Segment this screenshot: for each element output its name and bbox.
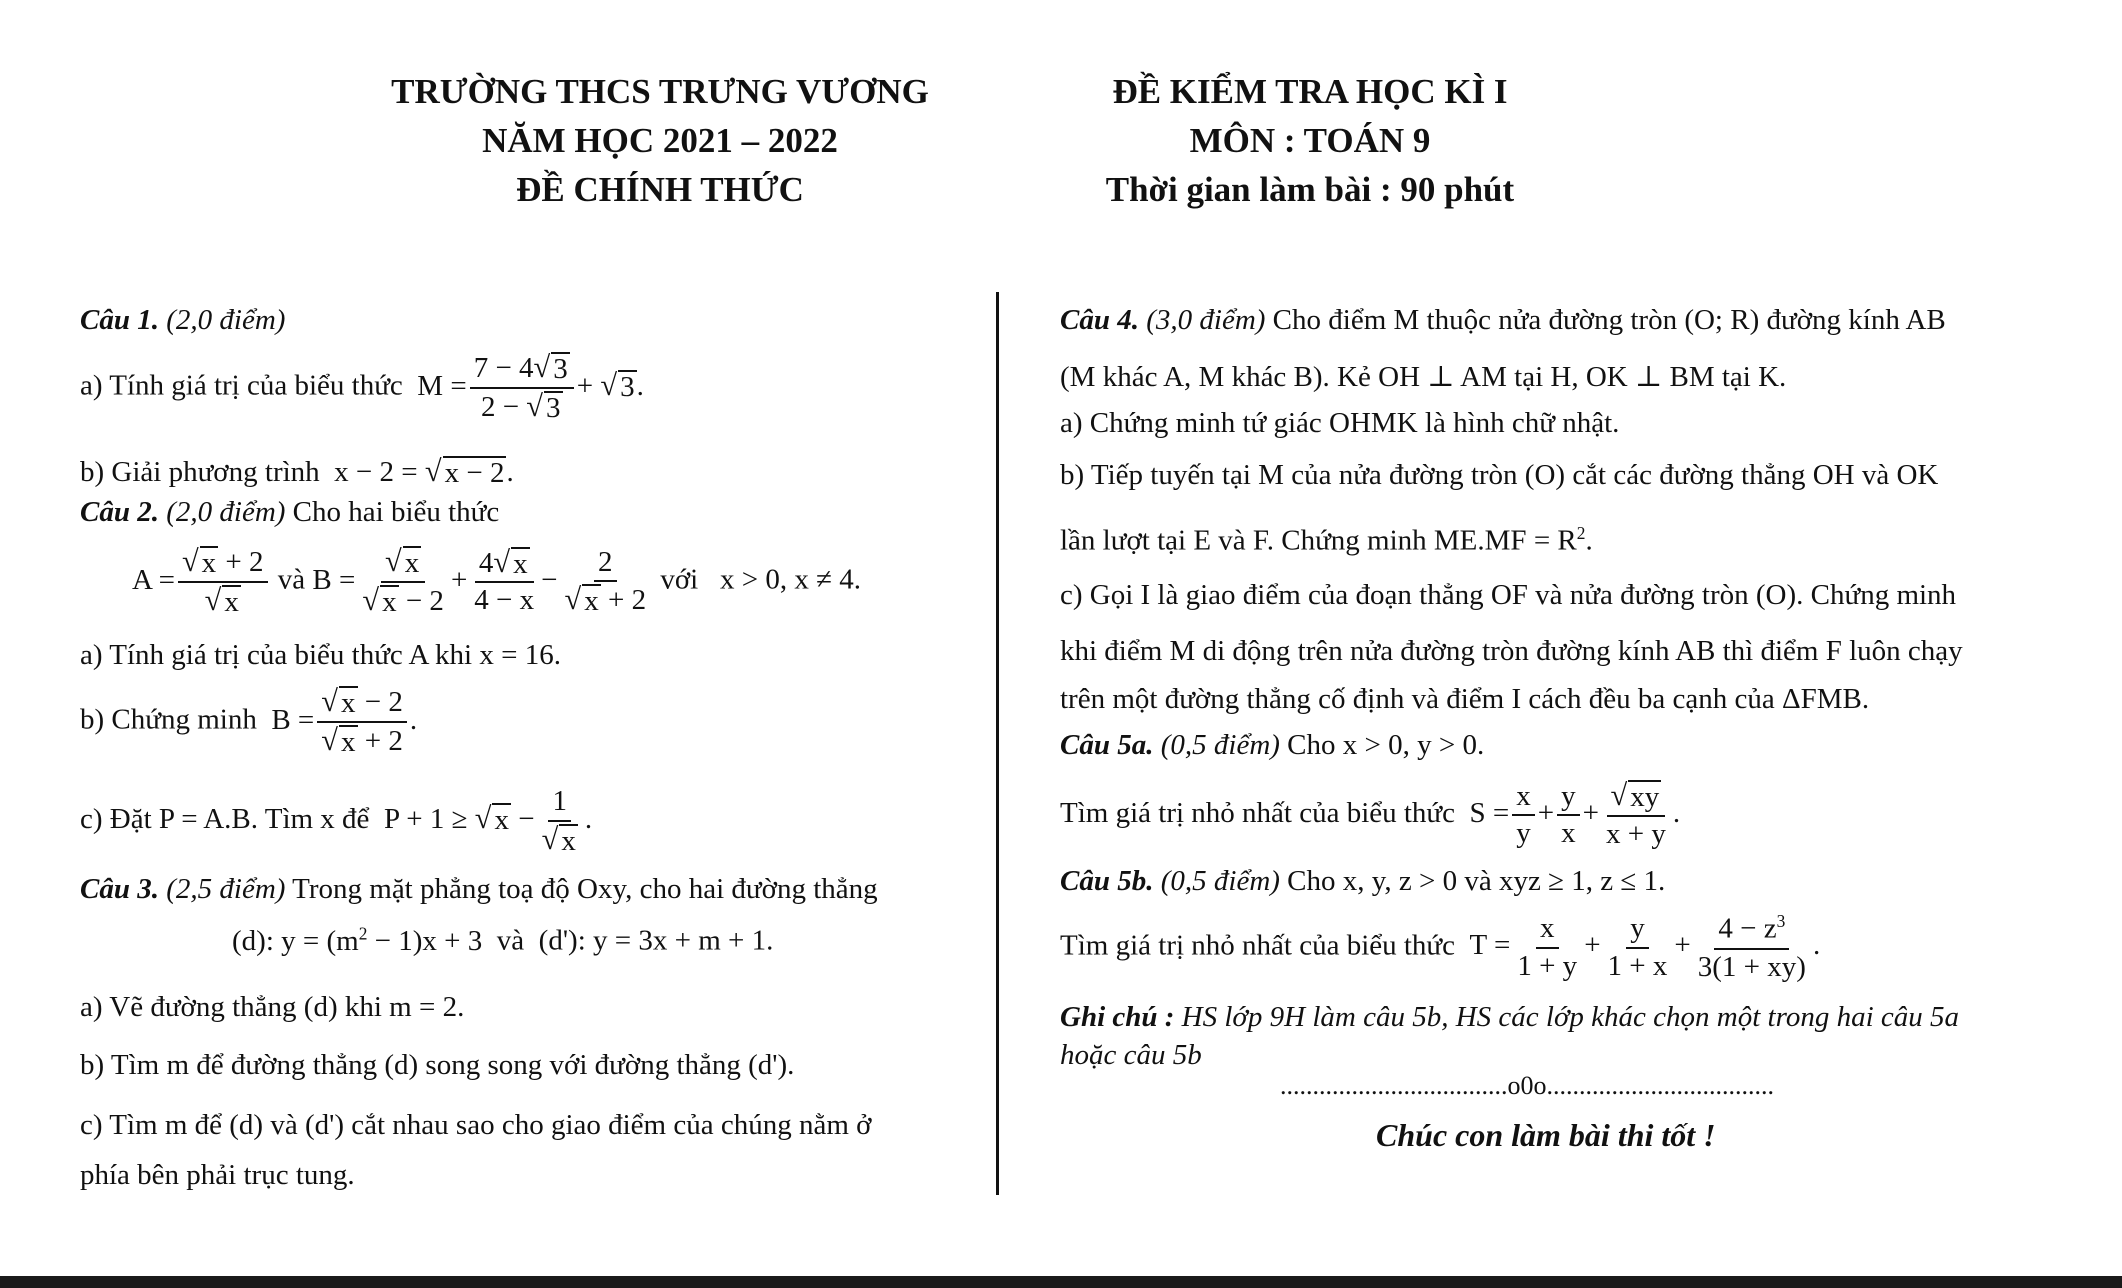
q1-a — [80, 352, 644, 424]
column-divider — [996, 292, 999, 1195]
q3-c-line2: phía bên phải trục tung. — [80, 1159, 355, 1191]
q3-intro: Trong mặt phẳng toạ độ Oxy, cho hai đường thẳng — [292, 873, 878, 905]
q4-line1 — [1060, 305, 1946, 337]
separator: ...................................o0o................................... — [1280, 1071, 1774, 1100]
q5b-intro: Cho x, y, z > 0 và xyz ≥ 1, z ≤ 1. — [1287, 865, 1666, 897]
q2-intro: Cho hai biểu thức — [292, 496, 500, 528]
q3-b: b) Tìm m để đường thẳng (d) song song với đường thẳng (d'). — [80, 1049, 795, 1081]
q4-text-1: Cho điểm M thuộc nửa đường tròn (O; R) đường kính AB — [1272, 304, 1946, 336]
exam-duration: Thời gian làm bài : 90 phút — [1105, 170, 1515, 209]
q4-c-line3: trên một đường thẳng cố định và điểm I cách đều ba cạnh của ΔFMB. — [1060, 683, 1870, 715]
official-label: ĐỀ CHÍNH THỨC — [516, 170, 804, 209]
q2-b: b) Chứng minh B = √ x − 2 √ x + 2 . — [80, 684, 418, 758]
q1-points: (2,0 điểm) — [166, 304, 286, 336]
q5a-label: Câu 5a. — [1060, 729, 1154, 761]
q1-label: Câu 1. — [80, 304, 159, 336]
q1-a-formula: M = 7 − 4 √ 3 2 − √ 3 + √ 3 . — [410, 350, 644, 424]
note-line1 — [1060, 1002, 1959, 1034]
q5a-heading — [1060, 730, 1484, 762]
q2-with: với — [660, 563, 699, 596]
q3-points: (2,5 điểm) — [166, 873, 286, 905]
q4-c-line1: c) Gọi I là giao điểm của đoạn thẳng OF và nửa đường tròn (O). Chứng minh — [1060, 579, 1957, 611]
q1-b-text: b) Giải phương trình — [80, 456, 320, 488]
note-label: Ghi chú : — [1060, 1001, 1175, 1033]
q4-line2: (M khác A, M khác B). Kẻ OH ⊥ AM tại H, OK ⊥ BM tại K. — [1060, 361, 1787, 393]
q2-c-mid: P = A.B. Tìm x để — [158, 803, 370, 836]
school-year: NĂM HỌC 2021 – 2022 — [482, 121, 838, 160]
q5b-text: Tìm giá trị nhỏ nhất của biểu thức — [1060, 929, 1456, 962]
q3-lines: (d): $y = (m^2 - 1)x + 3$ và (d'): y = 3x + m + 1. — [232, 923, 774, 957]
q1-b-formula: x − 2 = √ x − 2 . — [326, 454, 514, 489]
q4-b-line1: b) Tiếp tuyến tại M của nửa đường tròn (O) cắt các đường thẳng OH và OK — [1060, 459, 1939, 491]
q3-a: a) Vẽ đường thẳng (d) khi m = 2. — [80, 991, 465, 1023]
q4-b-line2: lần lượt tại E và F. Chứng minh $ME.MF = R^2$. — [1060, 523, 1593, 557]
q4-c-line2: khi điểm M di động trên nửa đường tròn đường kính AB thì điểm F luôn chạy — [1060, 635, 1963, 667]
q4-b-text-2: lần lượt tại E và F. Chứng minh ME.MF = R — [1060, 524, 1577, 557]
q1-a-text: a) Tính giá trị của biểu thức — [80, 369, 403, 402]
note-text-1: HS lớp 9H làm câu 5b, HS các lớp khác chọn một trong hai câu 5a — [1181, 1001, 1959, 1033]
q2-and: và — [277, 563, 306, 596]
q2-heading — [80, 497, 499, 529]
q5a-intro: Cho x > 0, y > 0. — [1287, 729, 1485, 761]
q2-label: Câu 2. — [80, 496, 159, 528]
q3-and: và — [496, 924, 525, 957]
q2-a-value: x = 16. — [479, 639, 561, 671]
q4-label: Câu 4. — [1060, 304, 1139, 336]
q5b-label: Câu 5b. — [1060, 865, 1154, 897]
q3-label: Câu 3. — [80, 873, 159, 905]
bottom-edge — [0, 1276, 2122, 1288]
q2-a — [80, 640, 561, 672]
exam-title: ĐỀ KIỂM TRA HỌC KÌ I — [1112, 72, 1508, 111]
q5a-points: (0,5 điểm) — [1160, 729, 1280, 761]
q2-b-text: b) Chứng minh — [80, 703, 257, 736]
q4-a: a) Chứng minh tứ giác OHMK là hình chữ nhật. — [1060, 407, 1620, 439]
closing-message: Chúc con làm bài thi tốt ! — [1376, 1117, 1716, 1153]
q5a-task: Tìm giá trị nhỏ nhất của biểu thức S = $\frac{x}{y}$ + $\frac{y}{x}$ + √ xy x + y . — [1060, 778, 1681, 850]
note-line2: hoặc câu 5b — [1060, 1039, 1202, 1071]
exam-subject: MÔN : TOÁN 9 — [1189, 121, 1431, 160]
q2-condition: x > 0, x ≠ 4. — [720, 563, 862, 596]
q2-expressions: A = √ x + 2 √ x và B = √ x √ x − 2 + 4 √ x 4 − x − 2 √ x + 2 với x > 0, x ≠ 4. — [132, 544, 862, 618]
q5b-points: (0,5 điểm) — [1160, 865, 1280, 897]
q1-b — [80, 456, 514, 489]
q3-heading — [80, 874, 878, 906]
q3-c-line1: c) Tìm m để (d) và (d') cắt nhau sao cho giao điểm của chúng nằm ở — [80, 1109, 872, 1141]
q2-a-text: a) Tính giá trị của biểu thức A khi — [80, 639, 473, 671]
q2-c-text: c) Đặt — [80, 803, 152, 836]
q2-points: (2,0 điểm) — [166, 496, 286, 528]
q5a-text: Tìm giá trị nhỏ nhất của biểu thức — [1060, 797, 1456, 830]
school-name: TRƯỜNG THCS TRƯNG VƯƠNG — [391, 72, 929, 111]
q2-c: c) Đặt P = A.B. Tìm x để P + 1 ≥ √ x − 1 √ x . — [80, 785, 593, 857]
q1-heading — [80, 305, 285, 337]
q4-points: (3,0 điểm) — [1146, 304, 1266, 336]
q5b-task: Tìm giá trị nhỏ nhất của biểu thức T = $\frac{x}{1 + y}$ + $\frac{y}{1 + x}$ + $\frac{4 - z^3}{3(1 + xy)}$ . — [1060, 911, 1821, 983]
q5b-heading — [1060, 866, 1665, 898]
